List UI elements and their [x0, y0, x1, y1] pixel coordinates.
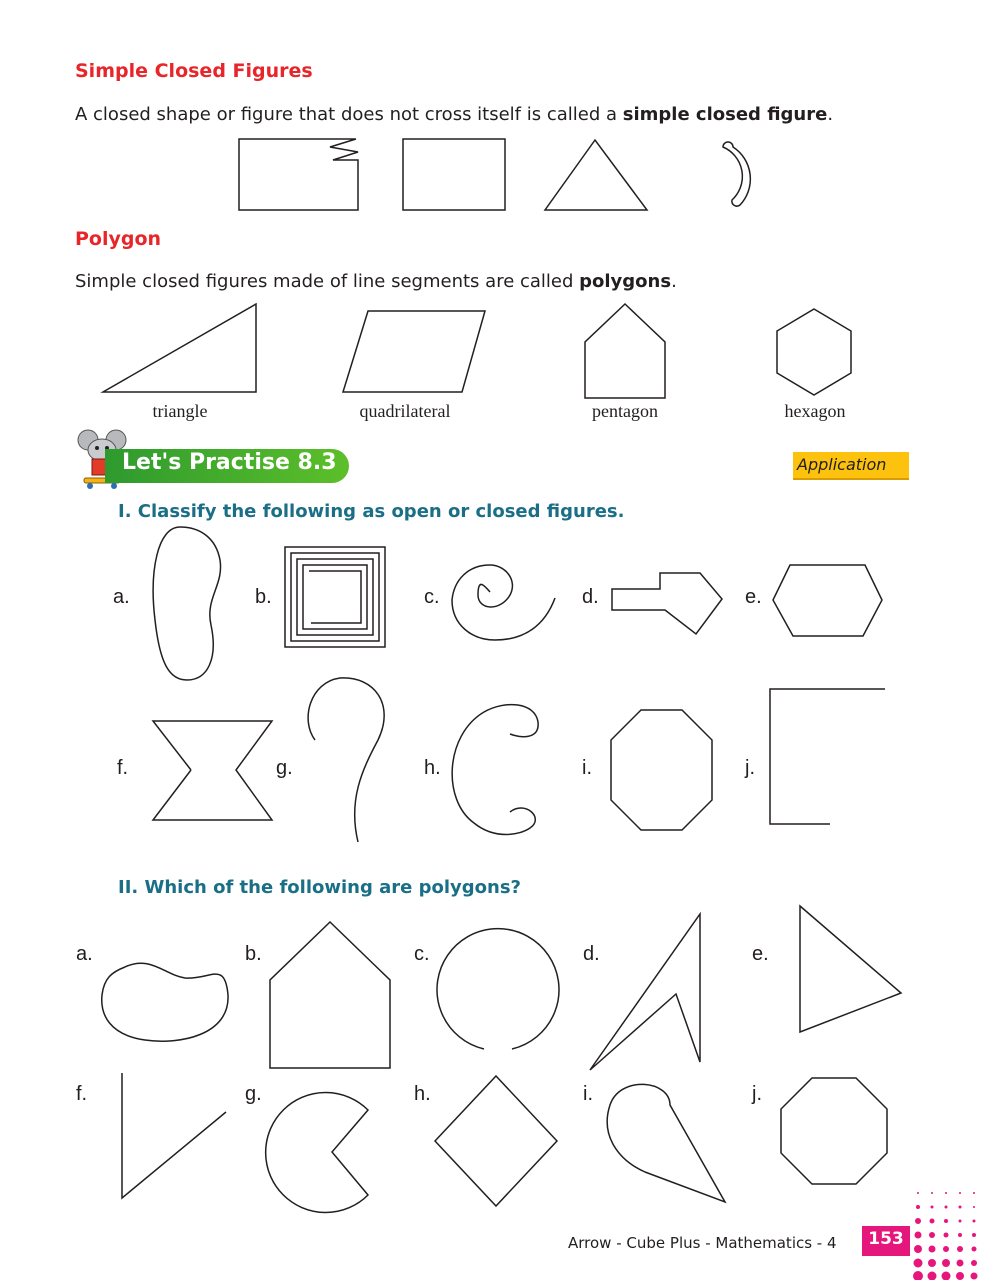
q1-label-i: i.: [582, 757, 592, 779]
q2-label-h: h.: [414, 1083, 431, 1105]
q1-label-a: a.: [113, 586, 130, 608]
label-triangle: triangle: [152, 401, 208, 421]
label-hexagon: hexagon: [784, 401, 846, 421]
q2-label-e: e.: [752, 943, 769, 965]
q1-label-e: e.: [745, 586, 762, 608]
label-quadrilateral: quadrilateral: [359, 401, 451, 421]
application-badge-text: Application: [797, 455, 887, 474]
q2-label-j: j.: [752, 1083, 762, 1105]
q2-figure-d-arrowhead: [590, 914, 700, 1070]
definition-text: A closed shape or figure that does not cross itself is called a: [75, 104, 623, 125]
q1-label-g: g.: [276, 757, 293, 779]
q1-label-c: c.: [424, 586, 440, 608]
definition-end: .: [827, 104, 834, 125]
q1-label-h: h.: [424, 757, 441, 779]
label-pentagon: pentagon: [592, 401, 658, 421]
q1-label-j: j.: [745, 757, 755, 779]
page-number: 153: [868, 1229, 904, 1249]
q2-figure-i-teardrop: [607, 1084, 725, 1202]
decorative-dot-grid: [912, 1185, 989, 1280]
q2-figure-g-pacman: [266, 1093, 368, 1213]
q2-label-c: c.: [414, 943, 430, 965]
question-1-title: I. Classify the following as open or closed figures.: [118, 501, 625, 522]
q2-figure-e-triangle: [800, 906, 901, 1032]
q2-figure-b-pentagon: [270, 922, 390, 1068]
footer-book-title: Arrow - Cube Plus - Mathematics - 4: [568, 1234, 837, 1252]
q2-label-f: f.: [76, 1083, 88, 1105]
definition-text: Simple closed figures made of line segments are called: [75, 271, 580, 292]
q1-label-d: d.: [582, 586, 599, 608]
definition-term: polygons: [579, 271, 672, 292]
q1-label-f: f.: [117, 757, 129, 779]
practice-banner-title: Let's Practise 8.3: [122, 450, 337, 475]
q2-figure-a-blob: [102, 963, 228, 1041]
definition-end: .: [671, 271, 677, 292]
definition-term: simple closed figure: [622, 104, 828, 125]
section-title-simple-closed-figures: Simple Closed Figures: [75, 60, 313, 82]
q1-label-b: b.: [255, 586, 272, 608]
q2-label-a: a.: [76, 943, 93, 965]
question-2-title: II. Which of the following are polygons?: [118, 877, 521, 898]
q2-label-d: d.: [583, 943, 600, 965]
q2-figure-f-open-angle: [122, 1073, 226, 1198]
section-title-polygon: Polygon: [75, 228, 162, 250]
q2-figure-j-octagon: [781, 1078, 887, 1184]
q2-label-g: g.: [245, 1083, 262, 1105]
q2-label-i: i.: [583, 1083, 593, 1105]
q2-label-b: b.: [245, 943, 262, 965]
q2-figure-h-diamond: [435, 1076, 557, 1206]
q2-figure-c-open-circle: [437, 929, 559, 1049]
